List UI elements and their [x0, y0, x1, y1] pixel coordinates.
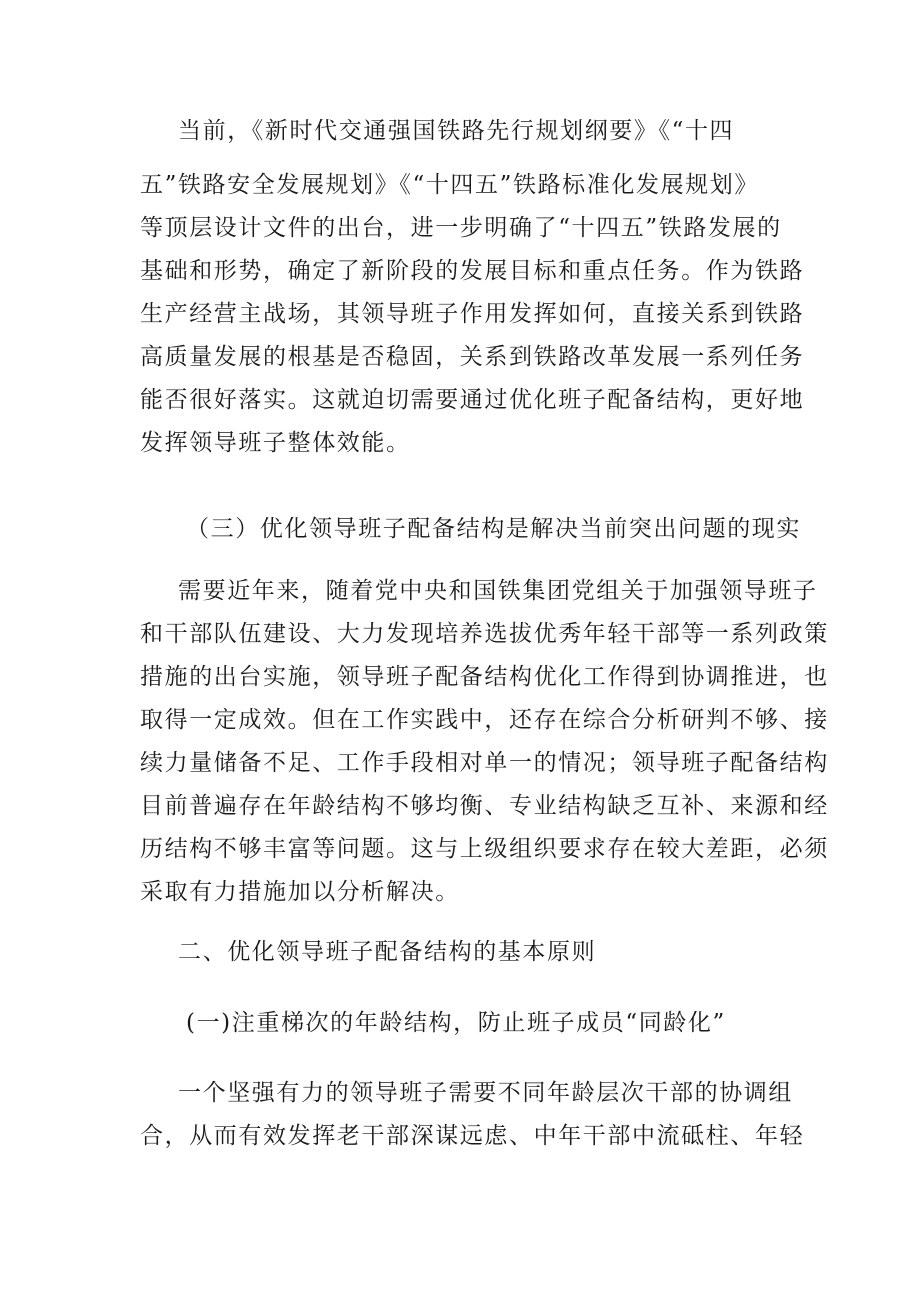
- paragraph-line: 目前普遍存在年龄结构不够均衡、专业结构缺乏互补、来源和经: [140, 793, 829, 819]
- paragraph-line: 一个坚强有力的领导班子需要不同年龄层次干部的协调组: [178, 1080, 793, 1106]
- paragraph-line: 措施的出台实施，领导班子配备结构优化工作得到协调推进，也: [140, 664, 829, 690]
- section-heading: (一)注重梯次的年龄结构，防止班子成员“同龄化”: [186, 1010, 726, 1036]
- paragraph-line: 高质量发展的根基是否稳固，关系到铁路改革发展一系列任务: [140, 344, 805, 370]
- paragraph-line: 和干部队伍建设、大力发现培养选拔优秀年轻干部等一系列政策: [140, 621, 829, 647]
- paragraph-line: 当前，《新时代交通强国铁路先行规划纲要》《“十四: [178, 118, 735, 144]
- chapter-heading: 二、优化领导班子配备结构的基本原则: [178, 939, 597, 965]
- paragraph-line: 合，从而有效发挥老干部深谋远虑、中年干部中流砥柱、年轻: [140, 1123, 805, 1149]
- paragraph-line: 续力量储备不足、工作手段相对单一的情况；领导班子配备结构: [140, 750, 829, 776]
- paragraph-line: 历结构不够丰富等问题。这与上级组织要求存在较大差距，必须: [140, 836, 829, 862]
- paragraph-line: 基础和形势，确定了新阶段的发展目标和重点任务。作为铁路: [140, 258, 805, 284]
- paragraph-line: 能否很好落实。这就迫切需要通过优化班子配备结构，更好地: [140, 387, 805, 413]
- section-heading: （三）优化领导班子配备结构是解决当前突出问题的现实: [186, 516, 801, 542]
- paragraph-line: 采取有力措施加以分析解决。: [140, 879, 460, 905]
- paragraph-line: 五”铁路安全发展规划》《“十四五”铁路标准化发展规划》: [140, 172, 759, 198]
- paragraph-line: 发挥领导班子整体效能。: [140, 430, 411, 456]
- paragraph-line: 生产经营主战场，其领导班子作用发挥如何，直接关系到铁路: [140, 301, 805, 327]
- paragraph-line: 需要近年来，随着党中央和国铁集团党组关于加强领导班子: [178, 578, 818, 604]
- paragraph-line: 取得一定成效。但在工作实践中，还存在综合分析研判不够、接: [140, 707, 829, 733]
- paragraph-line: 等顶层设计文件的出台，进一步明确了“十四五”铁路发展的: [140, 215, 782, 241]
